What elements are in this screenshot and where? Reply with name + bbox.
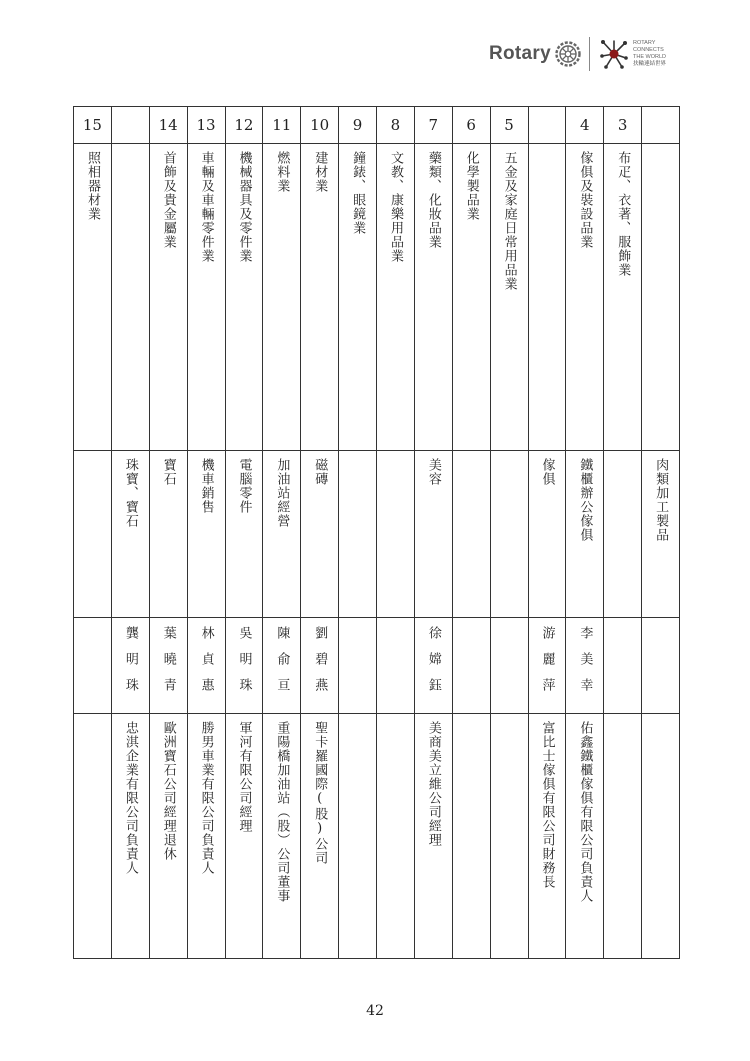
subcategory-cell-text: 傢俱 [539, 458, 555, 487]
subcategory-cell-text: 磁磚 [312, 458, 328, 487]
number-cell: 4 [566, 107, 604, 144]
member-name-cell-text: 劉碧燕 [312, 625, 328, 704]
category-row [74, 144, 680, 451]
subcategory-cell [414, 451, 452, 618]
member-title-cell [301, 714, 339, 959]
subcategory-cell [187, 451, 225, 618]
member-name-cell-text: 龔明珠 [122, 625, 138, 704]
member-title-cell [187, 714, 225, 959]
member-name-cell-text: 李美幸 [577, 625, 593, 704]
category-cell [528, 144, 566, 451]
number-cell: 13 [187, 107, 225, 144]
member-title-cell-text: 軍河有限公司經理 [236, 721, 252, 834]
subcategory-cell [377, 451, 415, 618]
member-name-cell [187, 617, 225, 713]
subcategory-cell [225, 451, 263, 618]
number-cell: 9 [339, 107, 377, 144]
rotary-wordmark: Rotary [489, 43, 551, 64]
member-name-cell [301, 617, 339, 713]
subcategory-cell-text: 鐵櫃辦公傢俱 [577, 458, 593, 543]
number-cell: 15 [74, 107, 112, 144]
member-title-cell [490, 714, 528, 959]
category-cell [111, 144, 149, 451]
category-cell-text: 藥類、化妝品業 [425, 151, 441, 250]
subcategory-cell-text: 美容 [425, 458, 441, 487]
member-name-cell [604, 617, 642, 713]
member-name-cell-text: 游麗萍 [539, 625, 555, 704]
connects-line-1: ROTARY [632, 40, 656, 46]
category-cell [604, 144, 642, 451]
subcategory-cell-text: 電腦零件 [236, 458, 252, 515]
category-cell-text: 布疋、衣著、服飾業 [615, 151, 631, 278]
subcategory-cell [528, 451, 566, 618]
number-cell: 10 [301, 107, 339, 144]
member-name-cell [377, 617, 415, 713]
member-name-cell-text: 林貞惠 [198, 625, 214, 704]
member-title-cell-text: 美商美立維公司經理 [425, 721, 441, 848]
member-title-cell-text: 忠淇企業有限公司負責人 [122, 721, 138, 876]
logo-divider [589, 37, 590, 71]
category-cell-text: 首飾及貴金屬業 [160, 151, 176, 250]
number-cell: 14 [149, 107, 187, 144]
member-title-cell [452, 714, 490, 959]
category-cell [225, 144, 263, 451]
member-name-cell [566, 617, 604, 713]
member-name-cell [225, 617, 263, 713]
subcategory-cell-text: 肉類加工製品 [653, 458, 669, 543]
number-cell [111, 107, 149, 144]
member-title-cell [566, 714, 604, 959]
category-cell [490, 144, 528, 451]
category-cell-text: 燃料業 [274, 151, 290, 194]
member-title-cell [149, 714, 187, 959]
member-name-cell [339, 617, 377, 713]
number-cell: 7 [414, 107, 452, 144]
category-cell-text: 傢俱及裝設品業 [577, 151, 593, 250]
member-title-cell-text: 聖卡羅國際(股)公司 [312, 721, 328, 866]
subcategory-cell-text: 寶石 [160, 458, 176, 487]
category-cell-text: 化學製品業 [463, 151, 479, 222]
member-name-cell [149, 617, 187, 713]
category-cell [339, 144, 377, 451]
member-title-cell [528, 714, 566, 959]
number-cell: 6 [452, 107, 490, 144]
subcategory-cell [452, 451, 490, 618]
member-title-cell-text: 勝男車業有限公司負責人 [198, 721, 214, 876]
member-name-row [74, 617, 680, 713]
category-cell [452, 144, 490, 451]
number-cell: 5 [490, 107, 528, 144]
subcategory-cell [74, 451, 112, 618]
member-title-cell [604, 714, 642, 959]
connects-line-2: CONNECTS [632, 47, 664, 53]
subcategory-cell-text: 機車銷售 [198, 458, 214, 515]
member-title-cell [377, 714, 415, 959]
subcategory-cell [339, 451, 377, 618]
subcategory-cell [604, 451, 642, 618]
member-name-cell [528, 617, 566, 713]
number-cell [642, 107, 680, 144]
classification-table [73, 106, 680, 959]
member-name-cell-text: 葉曉青 [160, 625, 176, 704]
member-title-cell [414, 714, 452, 959]
category-cell [187, 144, 225, 451]
subcategory-cell [301, 451, 339, 618]
member-title-cell [74, 714, 112, 959]
rotary-wheel-icon [555, 41, 581, 67]
member-title-cell [225, 714, 263, 959]
subcategory-row [74, 451, 680, 618]
category-cell [263, 144, 301, 451]
member-name-cell [111, 617, 149, 713]
category-cell-text: 鐘錶、眼鏡業 [350, 151, 366, 236]
subcategory-cell [263, 451, 301, 618]
number-cell: 11 [263, 107, 301, 144]
number-cell: 3 [604, 107, 642, 144]
member-title-cell [111, 714, 149, 959]
member-name-cell [414, 617, 452, 713]
member-title-cell [339, 714, 377, 959]
member-name-cell-text: 陳俞亘 [274, 625, 290, 704]
category-cell [642, 144, 680, 451]
member-title-cell-text: 佑鑫鐵櫃傢俱有限公司負責人 [577, 721, 593, 904]
number-cell: 12 [225, 107, 263, 144]
category-cell-text: 照相器材業 [84, 151, 100, 222]
member-title-cell [263, 714, 301, 959]
category-cell [74, 144, 112, 451]
globe-burst-icon [600, 39, 628, 69]
subcategory-cell [111, 451, 149, 618]
member-name-cell [642, 617, 680, 713]
member-name-cell-text: 吳明珠 [236, 625, 252, 704]
connects-text [633, 40, 666, 68]
subcategory-cell [149, 451, 187, 618]
number-cell: 8 [377, 107, 415, 144]
category-cell-text: 五金及家庭日常用品業 [501, 151, 517, 292]
member-title-cell [642, 714, 680, 959]
category-cell [301, 144, 339, 451]
category-cell [149, 144, 187, 451]
category-cell [377, 144, 415, 451]
member-name-cell [490, 617, 528, 713]
member-name-cell [263, 617, 301, 713]
connects-line-4: 扶輪連結世界 [632, 61, 666, 67]
number-cell [528, 107, 566, 144]
member-title-cell-text: 歐洲寶石公司經理退休 [160, 721, 176, 862]
subcategory-cell [490, 451, 528, 618]
member-name-cell [452, 617, 490, 713]
member-title-cell-text: 富比士傢俱有限公司財務長 [539, 721, 555, 890]
member-name-cell-text: 徐嫦鈺 [425, 625, 441, 704]
member-title-row [74, 714, 680, 959]
number-row [74, 107, 680, 144]
page-number: 42 [366, 1003, 384, 1019]
subcategory-cell-text: 珠寶、寶石 [122, 458, 138, 529]
category-cell-text: 車輛及車輛零件業 [198, 151, 214, 264]
subcategory-cell [642, 451, 680, 618]
subcategory-cell [566, 451, 604, 618]
subcategory-cell-text: 加油站經營 [274, 458, 290, 529]
rotary-connects-logo [600, 39, 666, 69]
category-cell [414, 144, 452, 451]
connects-line-3: THE WORLD [632, 54, 666, 60]
category-cell [566, 144, 604, 451]
category-cell-text: 建材業 [312, 151, 328, 194]
category-cell-text: 文教、康樂用品業 [387, 151, 403, 264]
category-cell-text: 機械器具及零件業 [236, 151, 252, 264]
member-title-cell-text: 重陽橋加油站（股）公司董事 [274, 721, 290, 904]
rotary-logo [489, 34, 666, 74]
member-name-cell [74, 617, 112, 713]
